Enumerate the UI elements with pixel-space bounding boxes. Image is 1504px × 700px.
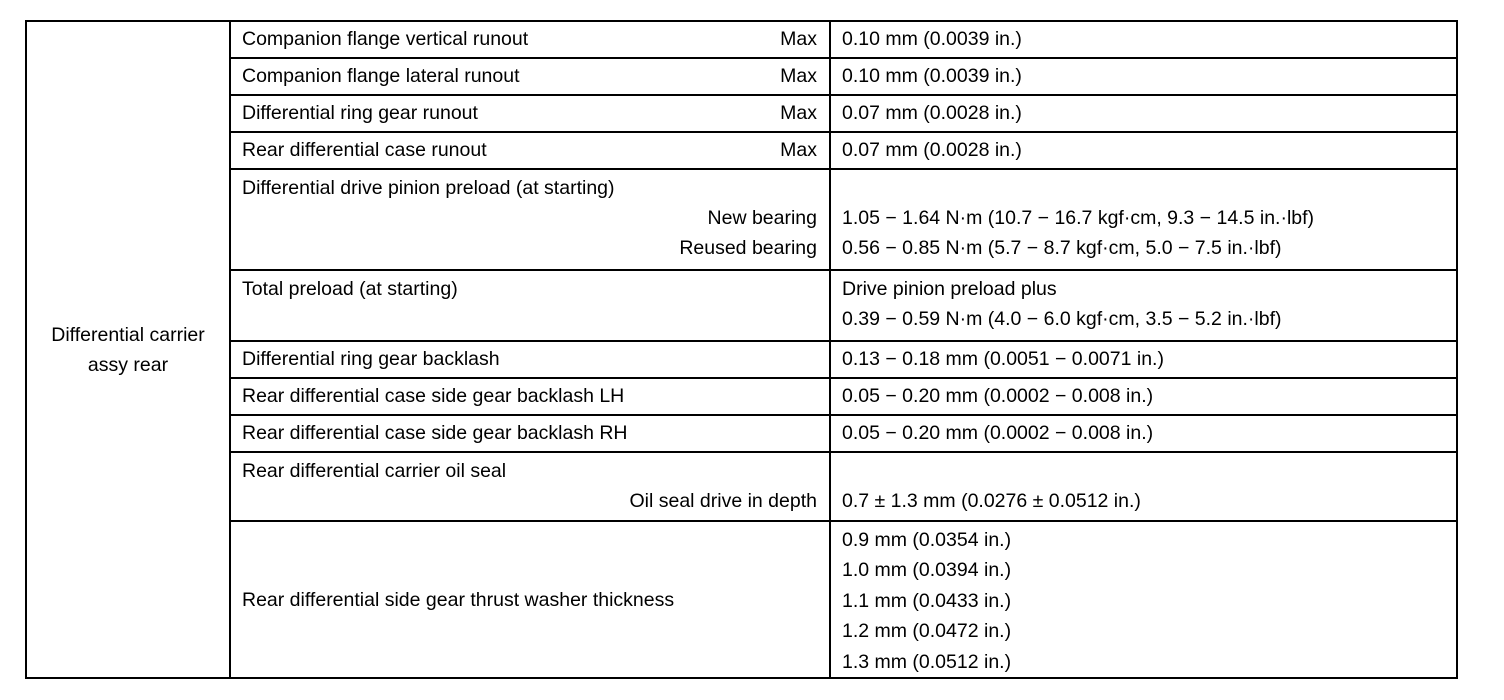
table-row-oil-seal (26, 452, 1457, 521)
thickness-value: 1.0 mm (0.0394 in.) (842, 559, 1012, 582)
value-cell (830, 415, 1457, 452)
item-cell (230, 132, 830, 169)
table-row (26, 378, 1457, 415)
item-cell (230, 452, 830, 521)
value-text: 0.05 − 0.20 mm (0.0002 − 0.008 in.) (842, 385, 1154, 407)
value-cell (830, 452, 1457, 521)
item-cell (230, 378, 830, 415)
item-qualifier: Max (780, 139, 817, 161)
value-cell (830, 21, 1457, 58)
item-cell (230, 169, 830, 270)
item-label: Rear differential side gear thrust washer thickness (242, 588, 675, 611)
thickness-value: 0.9 mm (0.0354 in.) (842, 529, 1012, 551)
specification-table (25, 20, 1458, 679)
item-cell (230, 415, 830, 452)
reused-bearing-label: Reused bearing (679, 237, 817, 259)
value-text-line1: Drive pinion preload plus (842, 278, 1057, 300)
item-label: Differential ring gear runout (242, 102, 478, 124)
new-bearing-label: New bearing (707, 207, 817, 229)
item-qualifier: Max (780, 102, 817, 124)
value-text: 0.07 mm (0.0028 in.) (842, 139, 1022, 161)
category-label-line1: Differential carrier (51, 323, 205, 346)
table-row (26, 132, 1457, 169)
item-label: Rear differential case side gear backlash RH (242, 422, 628, 444)
item-cell (230, 521, 830, 678)
item-cell (230, 58, 830, 95)
item-cell (230, 270, 830, 341)
table-row-total-preload (26, 270, 1457, 341)
value-text: 0.07 mm (0.0028 in.) (842, 102, 1022, 124)
oil-seal-depth-label: Oil seal drive in depth (629, 490, 817, 512)
thickness-value: 1.2 mm (0.0472 in.) (842, 620, 1012, 643)
oil-seal-depth-value: 0.7 ± 1.3 mm (0.0276 ± 0.0512 in.) (842, 490, 1141, 512)
category-cell (26, 21, 230, 678)
value-cell (830, 341, 1457, 378)
table-row (26, 415, 1457, 452)
table-row-pinion-preload (26, 169, 1457, 270)
table-row (26, 341, 1457, 378)
table-row (26, 58, 1457, 95)
value-cell (830, 521, 1457, 678)
table-row (26, 21, 1457, 58)
value-text: 0.10 mm (0.0039 in.) (842, 65, 1022, 87)
item-cell (230, 21, 830, 58)
reused-bearing-value: 0.56 − 0.85 N·m (5.7 − 8.7 kgf·cm, 5.0 − 7.5 in.·lbf) (842, 237, 1282, 259)
item-label: Rear differential case runout (242, 139, 487, 161)
value-cell (830, 58, 1457, 95)
value-text-line2: 0.39 − 0.59 N·m (4.0 − 6.0 kgf·cm, 3.5 − 5.2 in.·lbf) (842, 308, 1282, 330)
item-label: Companion flange vertical runout (242, 28, 529, 50)
value-text: 0.10 mm (0.0039 in.) (842, 28, 1022, 50)
value-text: 0.13 − 0.18 mm (0.0051 − 0.0071 in.) (842, 348, 1164, 370)
item-qualifier: Max (780, 28, 817, 50)
table-row-thrust-washer (26, 521, 1457, 678)
value-text: 0.05 − 0.20 mm (0.0002 − 0.008 in.) (842, 422, 1154, 444)
table-row (26, 95, 1457, 132)
value-cell (830, 378, 1457, 415)
item-label: Companion flange lateral runout (242, 65, 520, 87)
item-qualifier: Max (780, 65, 817, 87)
item-label: Differential ring gear backlash (242, 348, 500, 370)
thickness-value: 1.1 mm (0.0433 in.) (842, 589, 1012, 612)
value-cell (830, 270, 1457, 341)
item-cell (230, 95, 830, 132)
value-cell (830, 132, 1457, 169)
value-cell (830, 169, 1457, 270)
new-bearing-value: 1.05 − 1.64 N·m (10.7 − 16.7 kgf·cm, 9.3 − 14.5 in.·lbf) (842, 207, 1315, 229)
item-cell (230, 341, 830, 378)
value-cell (830, 95, 1457, 132)
item-label: Differential drive pinion preload (at starting) (242, 177, 615, 199)
item-label: Rear differential carrier oil seal (242, 460, 507, 482)
category-label-line2: assy rear (87, 353, 169, 376)
item-label: Total preload (at starting) (242, 278, 458, 300)
item-label: Rear differential case side gear backlash LH (242, 385, 625, 407)
thickness-value: 1.3 mm (0.0512 in.) (842, 650, 1012, 673)
